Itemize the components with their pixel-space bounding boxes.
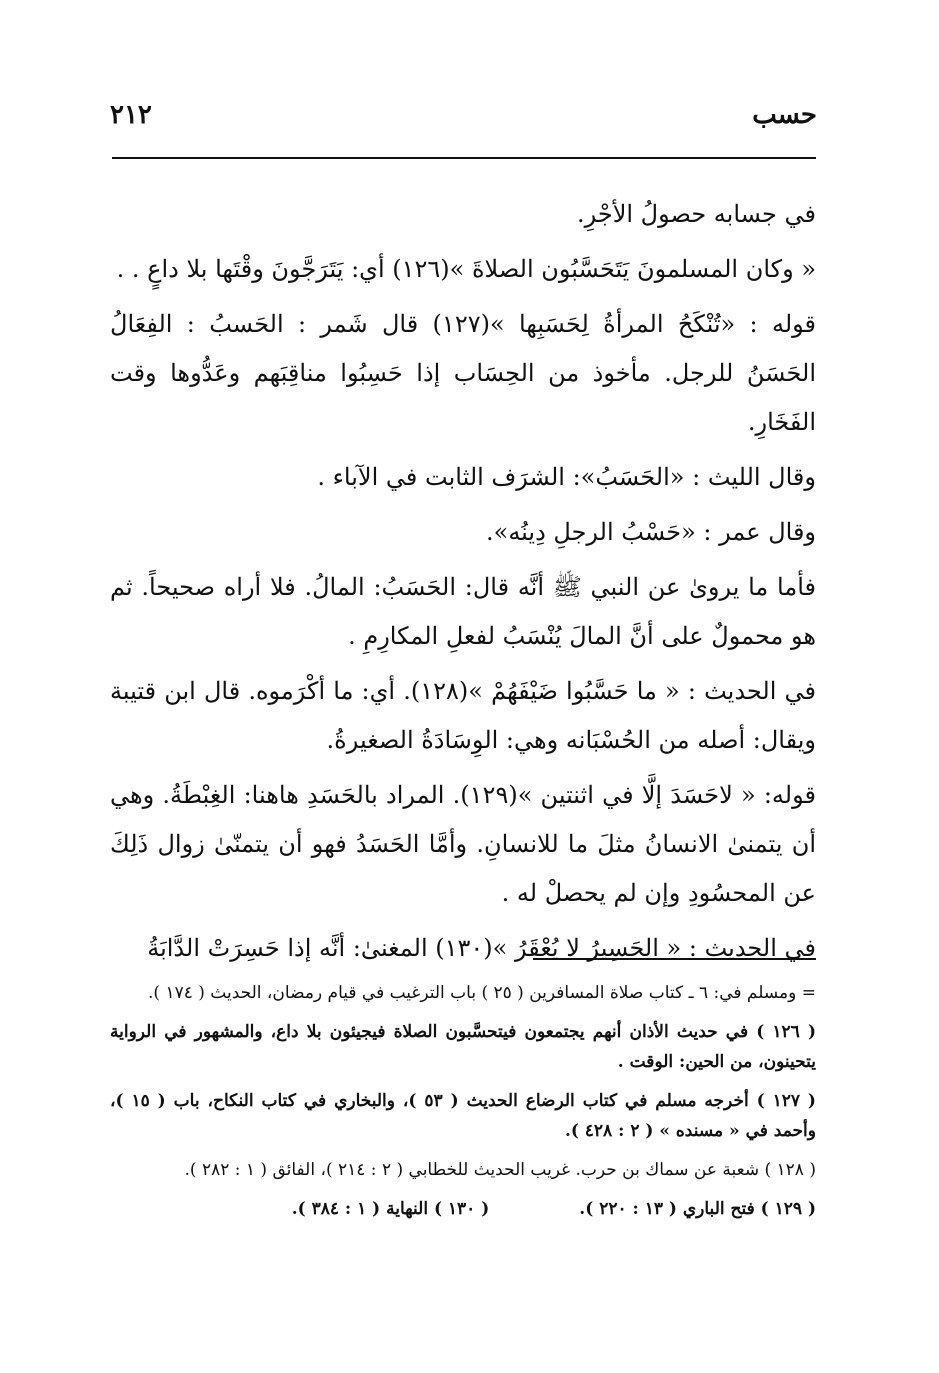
footnote: ( ١٢٨ ) شعبة عن سماك بن حرب. غريب الحديث للخطابي ( ٢ : ٢١٤ )، الفائق ( ١ : ٢٨٢ ). <box>184 1160 816 1180</box>
running-title: حسب <box>752 100 817 130</box>
footnote-rule <box>533 958 816 960</box>
paragraph: في الحديث : « ما حَسَّبُوا ضَيْفَهُمْ »(١٢٨). أي: ما أكْرَموه. قال ابن قتيبة ويقال: أصله من الحُسْبَانه وهي: الوِسَادَةُ الصغيرةُ. <box>110 677 817 754</box>
footnote: ( ١٣٠ ) النهاية ( ١ : ٣٨٤ ). <box>291 1199 490 1219</box>
paragraph: قوله: « لاحَسَدَ إلَّا في اثنتين »(١٢٩). المراد بالحَسَدِ هاهنا: الغِبْطَةُ. وهي أن يتمنىٰ الانسانُ مثلَ ما للانسانِ. وأمَّا الحَسَدُ فهو أن يتمنّىٰ زوال ذَلِكَ عن المحسُودِ وإن لم يحصلْ له . <box>110 781 816 907</box>
main-text <box>110 190 816 979</box>
footnote: ( ١٢٩ ) فتح الباري ( ١٣ : ٢٢٠ ). <box>579 1199 816 1219</box>
footnote-row <box>110 1194 816 1224</box>
paragraph: وقال عمر : «حَسْبُ الرجلِ دِينُه». <box>486 518 816 546</box>
footnote: ( ١٢٦ ) في حديث الأذان أنهم يجتمعون فيتحسَّبون الصلاة فيجيئون بلا داع، والمشهور في الرواية يتحينون، من الحين: الوقت . <box>110 1022 817 1072</box>
footnote: = ومسلم في: ٦ ـ كتاب صلاة المسافرين ( ٢٥ ) باب الترغيب في قيام رمضان، الحديث ( ١٧٤ ). <box>148 983 816 1003</box>
footnotes <box>110 978 816 1224</box>
page-header <box>110 100 817 152</box>
paragraph: في جسابه حصولُ الأجْرِ. <box>576 200 816 228</box>
paragraph: وقال الليث : «الحَسَبُ»: الشرَف الثابت في الآباء . <box>317 463 816 491</box>
page-number: ٢١٢ <box>110 100 152 130</box>
header-rule <box>112 157 816 159</box>
paragraph: فأما ما يروىٰ عن النبي ﷺ أنَّه قال: الحَسَبُ: المالُ. فلا أراه صحيحاً. ثم هو محمولٌ على أنَّ المالَ يُنْسَبُ لفعلِ المكارِمِ . <box>110 573 816 650</box>
paragraph: « وكان المسلمونَ يَتَحَسَّبُون الصلاةَ »(١٢٦) أي: يَتَرَجَّونَ وقْتَها بلا داعٍ . . <box>116 255 816 283</box>
footnote: ( ١٢٧ ) أخرجه مسلم في كتاب الرضاع الحديث ( ٥٣ )، والبخاري في كتاب النكاح، باب ( ١٥ )، وأحمد في « مسنده » ( ٢ : ٤٢٨ ). <box>110 1091 816 1141</box>
paragraph: قوله : «تُنْكَحُ المرأةُ لِحَسَبِها »(١٢٧) قال شَمر : الحَسبُ : الفِعَالُ الحَسَنُ للرجل. مأخوذ من الحِسَاب إذا حَسِبُوا مناقِبَهم وعَدُّوها وقت الفَخَارِ. <box>110 310 816 436</box>
paragraph: في الحديث : « الحَسِيرُ لا يُعْقَرُ »(١٣٠) المغنىٰ: أنَّه إذا حَسِرَتْ الدَّابَةُ <box>147 934 816 962</box>
